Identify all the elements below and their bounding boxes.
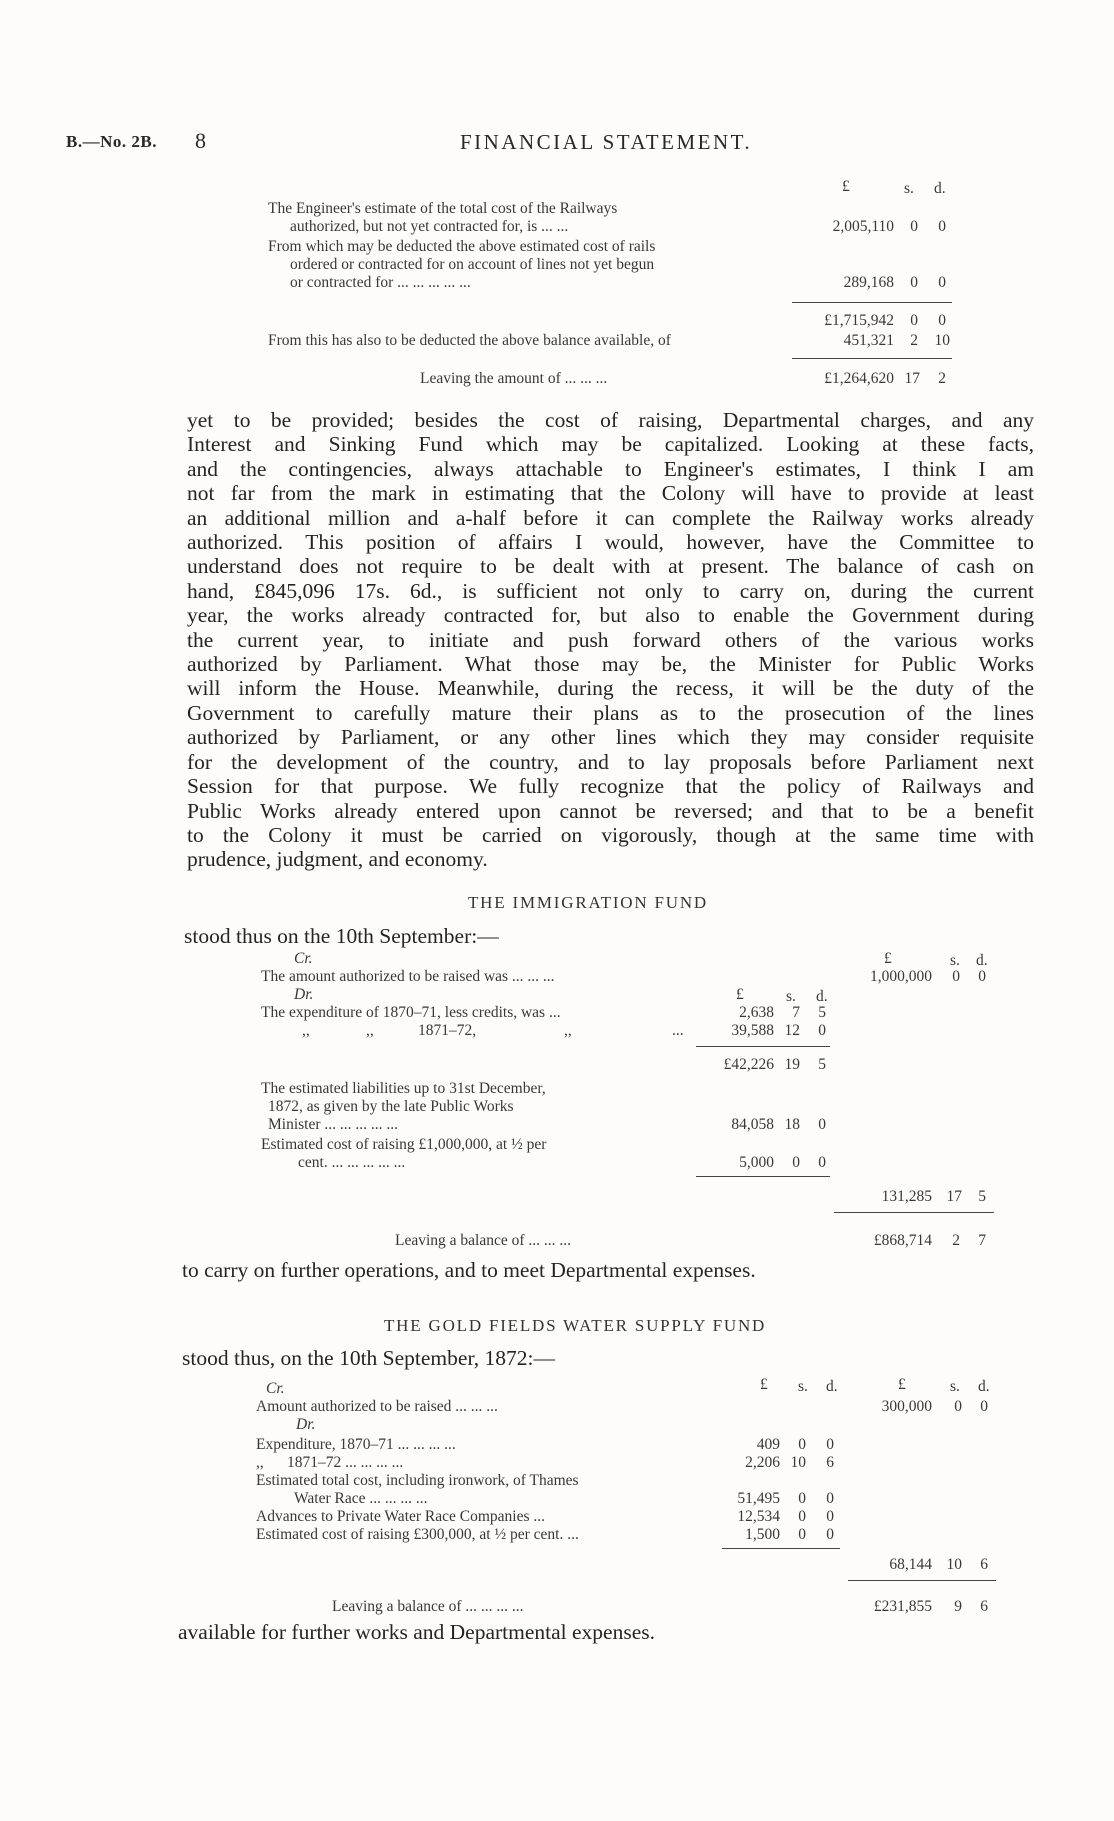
- row-text-line: ordered or contracted for on account of lines not yet begun: [290, 256, 655, 273]
- leaving-pounds: £1,264,620: [824, 370, 894, 387]
- sum-rule: [696, 1176, 830, 1177]
- paragraph-line: Interest and Sinking Fund which may be capitalized. Looking at these facts,: [187, 432, 1034, 457]
- balance-pounds: £231,855: [873, 1598, 932, 1615]
- total-pounds: 68,144: [889, 1556, 932, 1573]
- subtotal-pence: 0: [938, 312, 946, 329]
- ditto-mark: ,,: [564, 1022, 572, 1039]
- amount-pence: 0: [826, 1508, 834, 1525]
- paragraph-line: year, the works already contracted for, but also to enable the Government during: [187, 603, 1034, 628]
- total-pounds: 131,285: [881, 1188, 932, 1205]
- col-pound-header: £: [842, 178, 850, 195]
- total-shillings: 10: [946, 1556, 962, 1573]
- paragraph-line: to the Colony it must be carried on vigorously, though at the same time with: [187, 822, 1034, 847]
- amount-pence: 0: [938, 218, 946, 235]
- col-pence-header: d.: [934, 180, 946, 197]
- amount-pounds: 2,005,110: [832, 218, 894, 235]
- paragraph-line: for the development of the country, and to lay proposals before Parliament next: [187, 749, 1034, 774]
- amount-shillings: 0: [952, 968, 960, 985]
- document-reference: B.—No. 2B.: [66, 132, 157, 151]
- subtotal-shillings: 0: [910, 312, 918, 329]
- ditto-mark: ,,: [366, 1022, 374, 1039]
- subtotal-pounds: £42,226: [723, 1056, 774, 1073]
- debit-label: Dr.: [296, 1416, 316, 1433]
- sum-rule: [792, 358, 952, 359]
- amount-pence: 0: [826, 1490, 834, 1507]
- paragraph-line: Public Works already entered upon cannot be reversed; and that to be a benefit: [187, 798, 1034, 823]
- section-outro: available for further works and Departmental expenses.: [178, 1620, 655, 1644]
- balance-pence: 6: [980, 1598, 988, 1615]
- deduct-pounds: 451,321: [843, 332, 894, 349]
- row-text-line: cent. ... ... ... ... ...: [298, 1154, 406, 1171]
- balance-pounds: £868,714: [873, 1232, 932, 1249]
- amount-pounds: 1,000,000: [870, 968, 932, 985]
- row-text: Expenditure, 1870–71 ... ... ... ...: [256, 1436, 456, 1453]
- amount-pounds: 5,000: [739, 1154, 774, 1171]
- col-pence-header: d.: [978, 1378, 990, 1395]
- total-pence: 6: [980, 1556, 988, 1573]
- paragraph-line: not far from the mark in estimating that the Colony will have to provide at least: [187, 481, 1034, 506]
- sum-rule: [792, 302, 952, 303]
- amount-pence: 0: [818, 1022, 826, 1039]
- col-pence-header: d.: [816, 988, 828, 1005]
- amount-shillings: 7: [792, 1004, 800, 1021]
- amount-pounds: 289,168: [843, 274, 894, 291]
- amount-pence: 5: [818, 1004, 826, 1021]
- row-text: Advances to Private Water Race Companies ...: [256, 1508, 546, 1525]
- amount-pounds: 84,058: [731, 1116, 774, 1133]
- total-pence: 5: [978, 1188, 986, 1205]
- row-text-line: From which may be deducted the above estimated cost of rails: [268, 238, 656, 255]
- col-shilling-header: s.: [786, 988, 796, 1005]
- paragraph-line: and the contingencies, always attachable to Engineer's estimates, I think I am: [187, 456, 1034, 481]
- amount-pence: 6: [826, 1454, 834, 1471]
- col-pence-header: d.: [826, 1378, 838, 1395]
- debit-label: Dr.: [294, 986, 314, 1003]
- credit-label: Cr.: [266, 1380, 285, 1397]
- deduct-pence: 10: [934, 332, 950, 349]
- row-text: The amount authorized to be raised was ... ... ...: [261, 968, 555, 985]
- col-shilling-header: s.: [950, 952, 960, 969]
- balance-text: Leaving a balance of ... ... ... ...: [332, 1598, 524, 1615]
- row-text-line: Water Race ... ... ... ...: [294, 1490, 428, 1507]
- sum-rule: [722, 1548, 840, 1549]
- paragraph-line: authorized. This position of affairs I would, however, have the Committee to: [187, 530, 1034, 555]
- page-number: 8: [195, 128, 206, 153]
- amount-pounds: 2,638: [739, 1004, 774, 1021]
- row-text-line: The Engineer's estimate of the total cost of the Railways: [268, 200, 618, 217]
- leaving-pence: 2: [938, 370, 946, 387]
- paragraph-line: will inform the House. Meanwhile, during the recess, it will be the duty of the: [187, 676, 1034, 701]
- row-text: The expenditure of 1870–71, less credits, was ...: [261, 1004, 561, 1021]
- row-text-line: Minister ... ... ... ... ...: [268, 1116, 399, 1133]
- col-pound-header: £: [736, 986, 744, 1003]
- subtotal-pence: 5: [818, 1056, 826, 1073]
- balance-pence: 7: [978, 1232, 986, 1249]
- amount-pounds: 300,000: [881, 1398, 932, 1415]
- sum-rule: [848, 1580, 996, 1581]
- balance-text: Leaving a balance of ... ... ...: [395, 1232, 572, 1249]
- paragraph-line: the current year, to initiate and push forward others of the various works: [187, 627, 1034, 652]
- paragraph-line: prudence, judgment, and economy.: [187, 847, 488, 872]
- amount-shillings: 0: [798, 1526, 806, 1543]
- amount-shillings: 0: [798, 1436, 806, 1453]
- sum-rule: [696, 1046, 830, 1047]
- paragraph-line: authorized by Parliament, or any other lines which they may consider requisite: [187, 725, 1034, 750]
- amount-pounds: 2,206: [745, 1454, 780, 1471]
- amount-pence: 0: [826, 1526, 834, 1543]
- leaving-shillings: 17: [904, 370, 920, 387]
- paragraph-line: an additional million and a-half before it can complete the Railway works already: [187, 505, 1034, 530]
- amount-pence: 0: [818, 1116, 826, 1133]
- amount-shillings: 0: [798, 1508, 806, 1525]
- col-shilling-header: s.: [904, 180, 914, 197]
- paragraph-line: authorized by Parliament. What those may be, the Minister for Public Works: [187, 652, 1034, 677]
- amount-shillings: 0: [954, 1398, 962, 1415]
- amount-shillings: 0: [910, 218, 918, 235]
- amount-shillings: 0: [792, 1154, 800, 1171]
- paragraph-line: hand, £845,096 17s. 6d., is sufficient not only to carry on, during the current: [187, 578, 1034, 603]
- amount-pounds: 12,534: [737, 1508, 780, 1525]
- amount-pence: 0: [818, 1154, 826, 1171]
- section-title: THE IMMIGRATION FUND: [468, 893, 708, 912]
- col-pound-header: £: [898, 1376, 906, 1393]
- amount-pounds: 51,495: [737, 1490, 780, 1507]
- col-shilling-header: s.: [798, 1378, 808, 1395]
- row-text-line: The estimated liabilities up to 31st December,: [261, 1080, 546, 1097]
- balance-shillings: 9: [954, 1598, 962, 1615]
- section-outro: to carry on further operations, and to meet Departmental expenses.: [182, 1258, 756, 1282]
- leaving-text: Leaving the amount of ... ... ...: [420, 370, 608, 387]
- amount-pence: 0: [938, 274, 946, 291]
- col-pound-header: £: [884, 950, 892, 967]
- deduct-text: From this has also to be deducted the above balance available, of: [268, 332, 671, 349]
- paragraph-line: Government to carefully mature their plans as to the prosecution of the lines: [187, 700, 1034, 725]
- row-text-line: authorized, but not yet contracted for, is ... ...: [290, 218, 569, 235]
- body-paragraph: [187, 408, 1034, 872]
- amount-pounds: 409: [756, 1436, 780, 1453]
- amount-shillings: 0: [798, 1490, 806, 1507]
- row-text-line: 1872, as given by the late Public Works: [268, 1098, 514, 1115]
- row-text-line: Estimated cost of raising £1,000,000, at ½ per: [261, 1136, 547, 1153]
- amount-pence: 0: [980, 1398, 988, 1415]
- row-text-line: Estimated total cost, including ironwork, of Thames: [256, 1472, 579, 1489]
- paragraph-line: understand does not require to be dealt with at present. The balance of cash on: [187, 554, 1034, 579]
- leader-dots: ...: [672, 1022, 684, 1039]
- deduct-shillings: 2: [910, 332, 918, 349]
- amount-shillings: 0: [910, 274, 918, 291]
- row-text: Amount authorized to be raised ... ... ...: [256, 1398, 498, 1415]
- credit-label: Cr.: [294, 950, 313, 967]
- section-intro: stood thus, on the 10th September, 1872:—: [182, 1346, 555, 1370]
- paragraph-line: Session for that purpose. We fully recognize that the policy of Railways and: [187, 774, 1034, 799]
- balance-shillings: 2: [952, 1232, 960, 1249]
- amount-pounds: 39,588: [731, 1022, 774, 1039]
- sum-rule: [834, 1212, 994, 1213]
- ditto-mark: ,,: [302, 1022, 310, 1039]
- amount-pounds: 1,500: [745, 1526, 780, 1543]
- page-title: FINANCIAL STATEMENT.: [460, 130, 753, 154]
- col-shilling-header: s.: [950, 1378, 960, 1395]
- amount-shillings: 12: [784, 1022, 800, 1039]
- row-text-line: or contracted for ... ... ... ... ...: [290, 274, 471, 291]
- amount-shillings: 18: [784, 1116, 800, 1133]
- section-title: THE GOLD FIELDS WATER SUPPLY FUND: [384, 1316, 767, 1335]
- total-shillings: 17: [946, 1188, 962, 1205]
- subtotal-shillings: 19: [784, 1056, 800, 1073]
- paragraph-line: yet to be provided; besides the cost of raising, Departmental charges, and any: [187, 408, 1034, 432]
- amount-shillings: 10: [790, 1454, 806, 1471]
- amount-pence: 0: [978, 968, 986, 985]
- subtotal-pounds: £1,715,942: [824, 312, 894, 329]
- row-text: ,, 1871–72 ... ... ... ...: [256, 1454, 404, 1471]
- section-intro: stood thus on the 10th September:—: [184, 924, 499, 948]
- col-pence-header: d.: [976, 952, 988, 969]
- amount-pence: 0: [826, 1436, 834, 1453]
- col-pound-header: £: [760, 1376, 768, 1393]
- row-text: Estimated cost of raising £300,000, at ½ per cent. ...: [256, 1526, 579, 1543]
- row-year: 1871–72,: [418, 1022, 477, 1039]
